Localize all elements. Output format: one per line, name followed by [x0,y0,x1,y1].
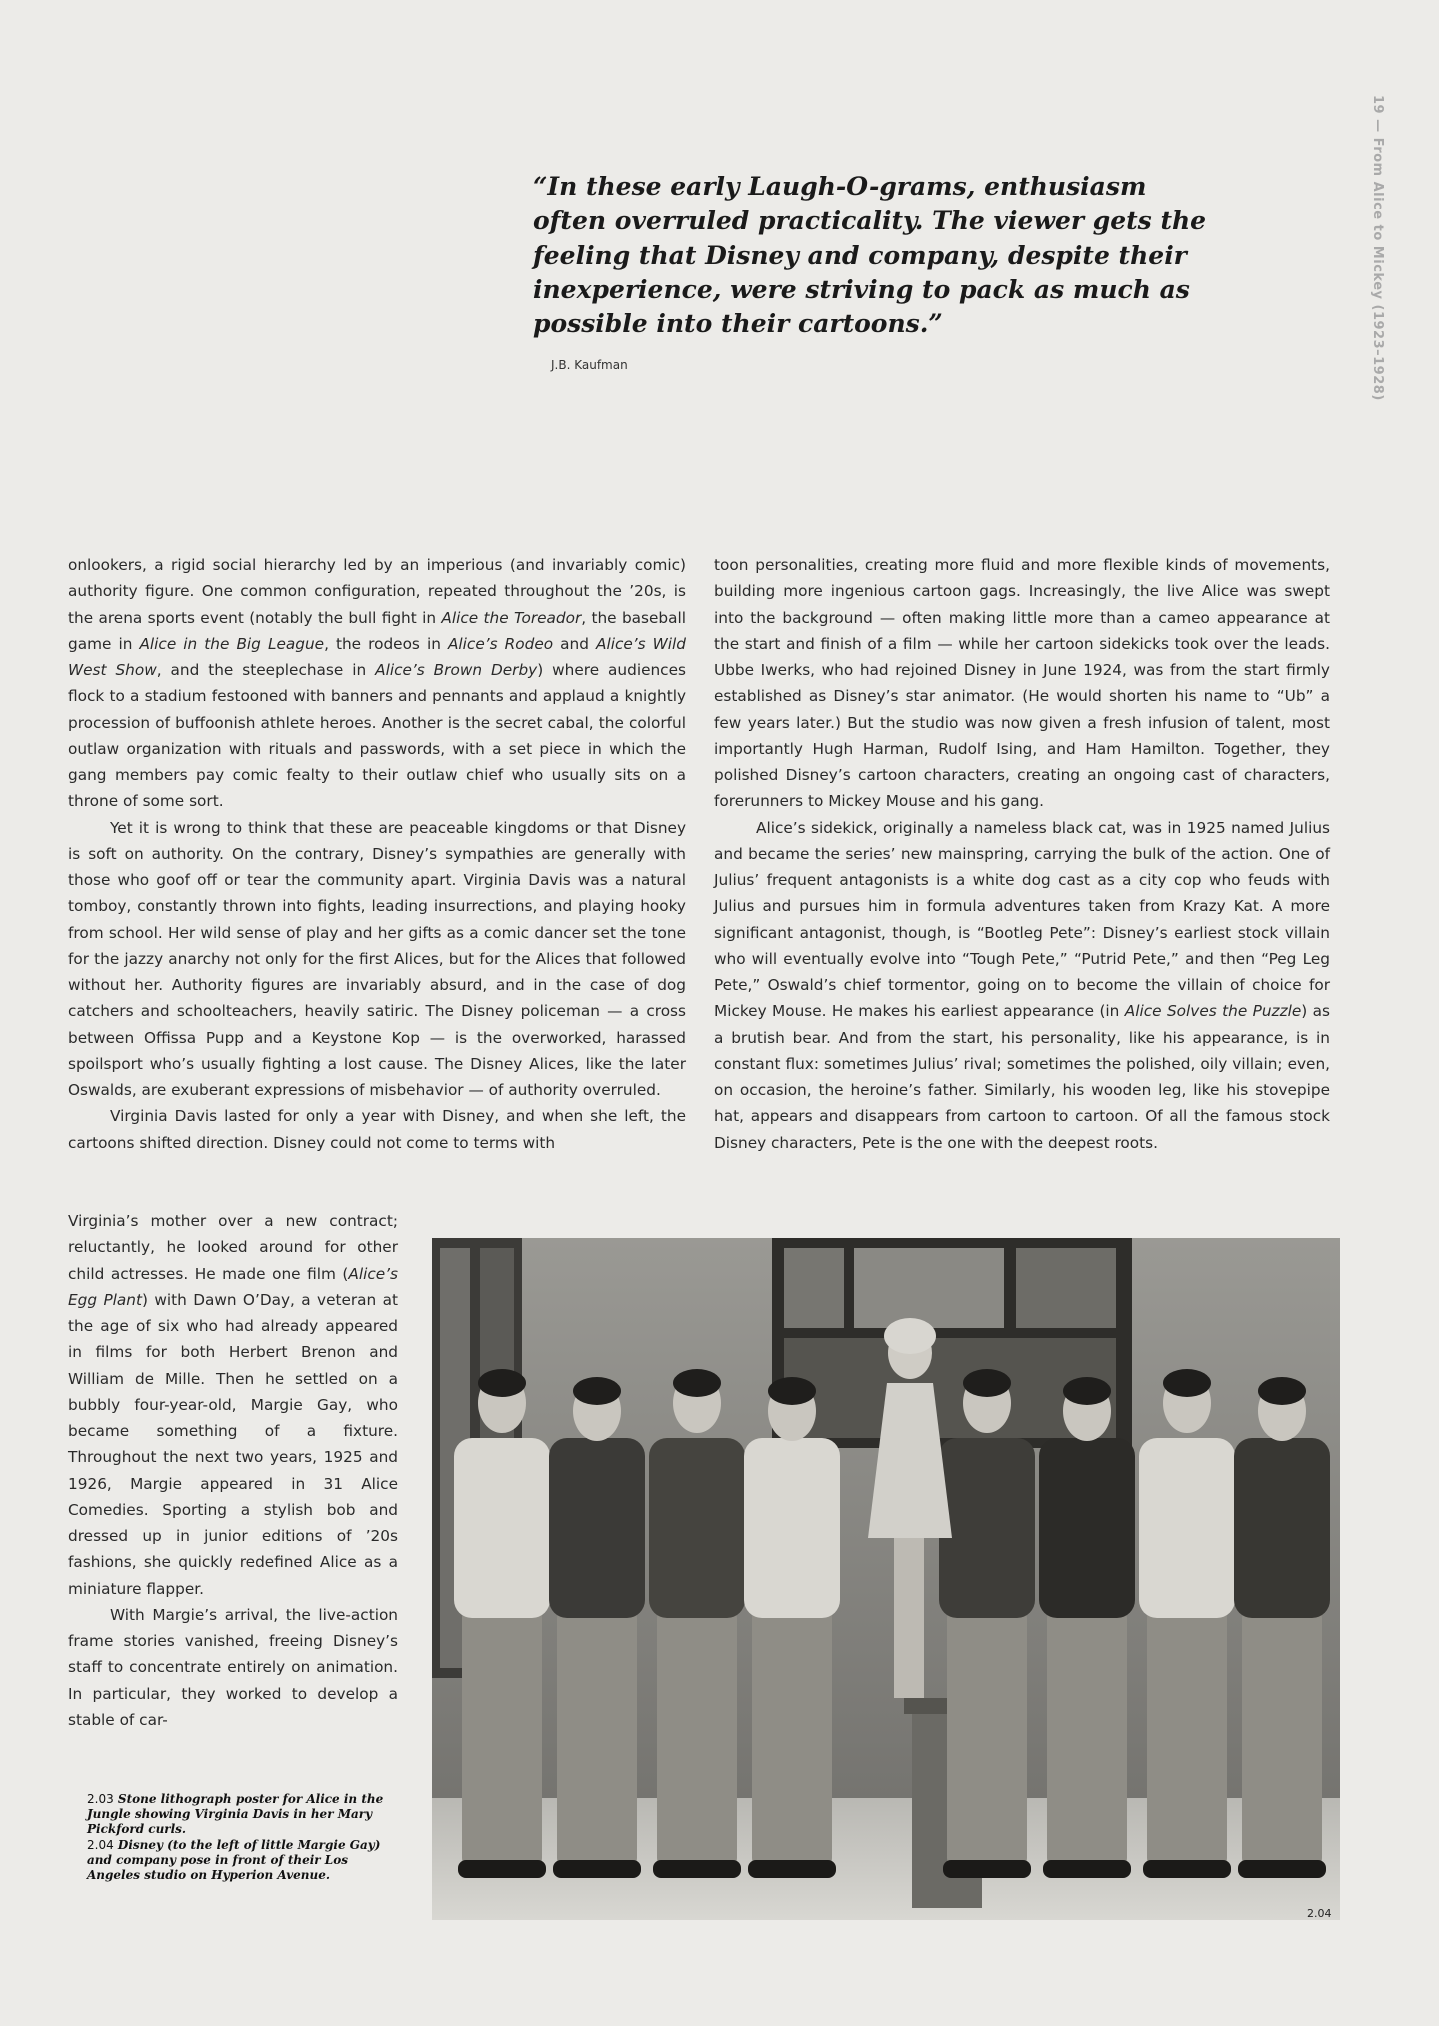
narrow-paragraph-2: With Margie’s arrival, the live-action frame stories vanished, freeing Disney’s staff to concentrate entirely on animation. In particular, they worked to develop a stable of car- [68,1605,398,1729]
person-figure [454,1369,550,1878]
group-photo-illustration [432,1238,1340,1920]
person-figure [1234,1377,1330,1878]
person-figure [939,1369,1035,1878]
person-figure [1039,1377,1135,1878]
figure-captions [87,1792,387,1883]
left-paragraph-2: Yet it is wrong to think that these are peaceable kingdoms or that Disney is soft on authority. On the contrary, Disney’s sympathies are generally with those who goof off or tear the community apart. Virginia Davis was a natural tomboy, constantly thrown into fights, leading insurrections, and playing hooky from school. Her wild sense of play and her gifts as a comic dancer set the tone for the jazzy anarchy not only for the first Alices, but for the Alices that followed without her. Authority figures are invariably absurd, and in the case of dog catchers and schoolteachers, heavily satiric. The Disney policeman — a cross between Offissa Pupp and a Keystone Kop — is the overworked, harassed spoilsport who’s usually fighting a lost cause. The Disney Alices, like the later Oswalds, are exuberant expressions of misbehavior — of authority overruled. [68,818,686,1099]
right-column [714,552,1330,1156]
right-paragraph-2: Alice’s sidekick, originally a nameless black cat, was in 1925 named Julius and became the series’ new mainspring, carrying the bulk of the action. One of Julius’ frequent antagonists is a white dog cast as a city cop who feuds with Julius and pursues him in formula adventures taken from Krazy Kat. A more significant antagonist, though, is “Bootleg Pete”: Disney’s earliest stock villain who will eventually evolve into “Tough Pete,” “Putrid Pete,” and then “Peg Leg Pete,” Oswald’s chief tormentor, going on to become the villain of choice for Mickey Mouse. He makes his earliest appearance (in Alice Solves the Puzzle) as a brutish bear. And from the start, his personality, like his appearance, is in constant flux: sometimes Julius’ rival; sometimes the polished, oily villain; even, on occasion, the heroine’s father. Similarly, his wooden leg, like his stovepipe hat, appears and disappears from cartoon to cartoon. Of all the famous stock Disney characters, Pete is the one with the deepest roots. [714,818,1330,1152]
caption-2-03: 2.03 Stone lithograph poster for Alice in the Jungle showing Virginia Davis in her Mary Pickford curls. [87,1792,384,1837]
narrow-paragraph-1: Virginia’s mother over a new contract; reluctantly, he looked around for other child actresses. He made one film (Alice’s Egg Plant) with Dawn O’Day, a veteran at the age of six who had already appeared in films for both Herbert Brenon and William de Mille. Then he settled on a bubbly four-year-old, Margie Gay, who became something of a fixture. Throughout the next two years, 1925 and 1926, Margie appeared in 31 Alice Comedies. Sporting a stylish bob and dressed up in junior editions of ’20s fashions, she quickly redefined Alice as a miniature flapper. [68,1212,398,1598]
person-figure [549,1377,645,1878]
running-head: 19 — From Alice to Mickey (1923–1928) [1370,95,1385,401]
person-figure [1139,1369,1235,1878]
person-figure [649,1369,745,1878]
pull-quote: “In these early Laugh-O-grams, enthusiasm often overruled practicality. The viewer gets the feeling that Disney and company, despite their inexperience, were striving to pack as much as possible into their cartoons.” [533,172,1207,339]
group-photo [432,1238,1340,1920]
left-paragraph-1: onlookers, a rigid social hierarchy led by an imperious (and invariably comic) authority figure. One common configuration, repeated throughout the ’20s, is the arena sports event (notably the bull fight in Alice the Toreador, the baseball game in Alice in the Big League, the rodeos in Alice’s Rodeo and Alice’s Wild West Show, and the steeplechase in Alice’s Brown Derby) where audiences flock to a stadium festooned with banners and pennants and applaud a knightly procession of buffoonish athlete heroes. Another is the secret cabal, the colorful outlaw organization with rituals and passwords, with a set piece in which the gang members pay comic fealty to their outlaw chief who usually sits on a throne of some sort. [68,556,686,811]
narrow-column [68,1208,398,1733]
left-column [68,552,686,1156]
right-paragraph-1: toon personalities, creating more fluid and more flexible kinds of movements, building more ingenious cartoon gags. Increasingly, the live Alice was swept into the background — often making little more than a cameo appearance at the start and finish of a film — while her cartoon sidekicks took over the leads. Ubbe Iwerks, who had rejoined Disney in June 1924, was from the start firmly established as Disney’s star animator. (He would shorten his name to “Ub” a few years later.) But the studio was now given a fresh infusion of talent, most importantly Hugh Harman, Rudolf Ising, and Ham Hamilton. Together, they polished Disney’s cartoon characters, creating an ongoing cast of characters, forerunners to Mickey Mouse and his gang. [714,556,1330,811]
left-paragraph-3: Virginia Davis lasted for only a year with Disney, and when she left, the cartoons shifted direction. Disney could not come to terms with [68,1107,686,1152]
caption-2-04: 2.04 Disney (to the left of little Margie Gay) and company pose in front of their Los Angeles studio on Hyperion Avenue. [87,1837,381,1883]
pull-quote-author: J.B. Kaufman [551,358,628,372]
photo-number: 2.04 [1307,1907,1332,1920]
person-figure [744,1377,840,1878]
